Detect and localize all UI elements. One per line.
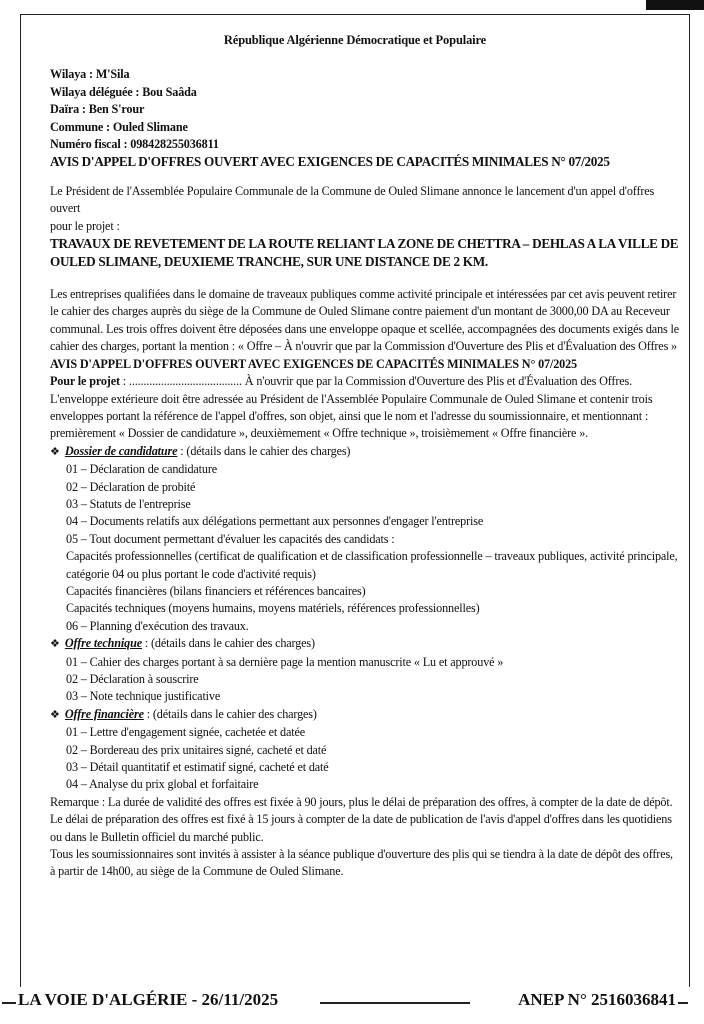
info-numero-fiscal: Numéro fiscal : 098428255036811 [50, 137, 219, 152]
footer-rule-middle [320, 1002, 470, 1004]
list-item: 01 – Lettre d'engagement signée, cachetée et datée [66, 725, 305, 740]
list-item: 02 – Déclaration à souscrire [66, 672, 199, 686]
diamond-bullet-icon: ❖ [50, 708, 60, 721]
section-note: : (détails dans le cahier des charges) [143, 706, 317, 721]
list-item: Capacités financières (bilans financiers et références bancaires) [66, 583, 366, 598]
pour-le-projet-line [50, 373, 680, 390]
section-note: : (détails dans le cahier des charges) [177, 443, 351, 458]
list-item: 03 – Note technique justificative [66, 689, 221, 704]
list-item: 02 – Bordereau des prix unitaires signé, cacheté et daté [66, 742, 327, 757]
section-title: Dossier de candidature [64, 443, 178, 458]
list-item: 01 – Cahier des charges portant à sa dernière page la mention manuscrite « Lu et approuvé » [66, 654, 504, 669]
footer-rule-right [678, 1002, 688, 1004]
list-item: Capacités professionnelles (certificat de qualification et de classification professionnelle – traveaux publiques, activité principale, catégorie 04 ou plus portant le code d'activité requis) [66, 549, 678, 581]
list-item: 04 – Analyse du prix global et forfaitaire [66, 777, 259, 792]
avis-heading-2: AVIS D'APPEL D'OFFRES OUVERT AVEC EXIGENCES DE CAPACITÉS MINIMALES N° 07/2025 [50, 356, 577, 371]
footer [20, 990, 688, 1014]
section-title: Offre financière [64, 706, 144, 721]
section-offre-financiere [50, 706, 680, 794]
section-title: Offre technique [64, 636, 142, 651]
newspaper-source: LA VOIE D'ALGÉRIE - 26/11/2025 [18, 990, 279, 1009]
conditions-paragraph: Les entreprises qualifiées dans le domaine de traveaux publiques comme activité principale et intéressées par cet avis peuvent retirer le cahier des charges auprès du siège de la Commune de Ouled Slimane contre paiement d'un montant de 3000,00 DA au Receveur communal. Les trois offres doivent être déposées dans une enveloppe opaque et scellée, accompagnées des documents exigés dans le cahier des charges, portant la mention : « Offre – À n'ouvrir que par la Commission d'Ouverture des Plis et d'Évaluation des Offres » [50, 287, 679, 354]
list-item: 06 – Planning d'exécution des travaux. [66, 618, 249, 633]
notice-body [50, 32, 680, 881]
delai-paragraph: Le délai de préparation des offres est fixé à 15 jours à compter de la date de publication de l'avis d'appel d'offres dans les quotidiens ou dans le Bulletin officiel du marché public. [50, 812, 672, 844]
info-commune: Commune : Ouled Slimane [50, 119, 188, 134]
list-item: 04 – Documents relatifs aux délégations permettant aux personnes d'engager l'entreprise [66, 514, 484, 529]
pour-text: : ....................................... À n'ouvrir que par la Commission d'Ouverture des Plis et d'Évaluation des Offres. [119, 374, 632, 389]
intro-text: Le Président de l'Assemblée Populaire Communale de la Commune de Ouled Slimane annonce le lancement d'un appel d'offres ouvert [50, 183, 655, 216]
list-item: 05 – Tout document permettant d'évaluer les capacités des candidats : [66, 531, 395, 546]
list-item: 03 – Statuts de l'entreprise [66, 496, 191, 511]
list-item: 02 – Déclaration de probité [66, 479, 196, 494]
remarque-paragraph: Remarque : La durée de validité des offres est fixée à 90 jours, plus le délai de préparation des offres, à compter de la date de dépôt. [50, 794, 673, 809]
seance-paragraph: Tous les soumissionnaires sont invités à assister à la séance publique d'ouverture des plis qui se tiendra à la date de dépôt des offres, à partir de 14h00, au siège de la Commune de Ouled Slimane. [50, 847, 673, 879]
footer-rule-left [2, 1002, 16, 1004]
envelope-paragraph: L'enveloppe extérieure doit être adressée au Président de l'Assemblée Populaire Communale de Ouled Slimane et contenir trois enveloppes portant la référence de l'appel d'offres, son objet, ainsi que le nom et l'adresse du soumissionnaire, et mentionnant : premièrement « Dossier de candidature », deuxièmement « Offre technique », troisièmement « Offre financière ». [50, 391, 653, 441]
list-item: 01 – Déclaration de candidature [66, 462, 218, 477]
list-item: Capacités techniques (moyens humains, moyens matériels, références professionnelles) [66, 601, 480, 616]
diamond-bullet-icon: ❖ [50, 445, 60, 458]
avis-heading: AVIS D'APPEL D'OFFRES OUVERT AVEC EXIGENCES DE CAPACITÉS MINIMALES N° 07/2025 [50, 154, 610, 170]
project-title: TRAVAUX DE REVETEMENT DE LA ROUTE RELIANT LA ZONE DE CHETTRA – DEHLAS A LA VILLE DE OULED SLIMANE, DEUXIEME TRANCHE, SUR UNE DISTANCE DE 2 KM. [50, 236, 679, 270]
intro-project-label: pour le projet : [50, 218, 120, 233]
info-wilaya: Wilaya : M'Sila [50, 67, 130, 82]
info-wilaya-deleguee: Wilaya déléguée : Bou Saâda [50, 84, 197, 99]
section-dossier [50, 443, 680, 635]
anep-number: ANEP N° 2516036841 [518, 990, 676, 1009]
page-corner-tab [646, 0, 704, 10]
diamond-bullet-icon: ❖ [50, 638, 60, 651]
list-item: 03 – Détail quantitatif et estimatif signé, cacheté et daté [66, 760, 329, 775]
info-daira: Daïra : Ben S'rour [50, 102, 145, 117]
pour-label: Pour le projet [50, 374, 120, 389]
republic-title: République Algérienne Démocratique et Populaire [223, 33, 487, 47]
section-note: : (détails dans le cahier des charges) [141, 636, 315, 651]
section-offre-technique [50, 635, 680, 706]
